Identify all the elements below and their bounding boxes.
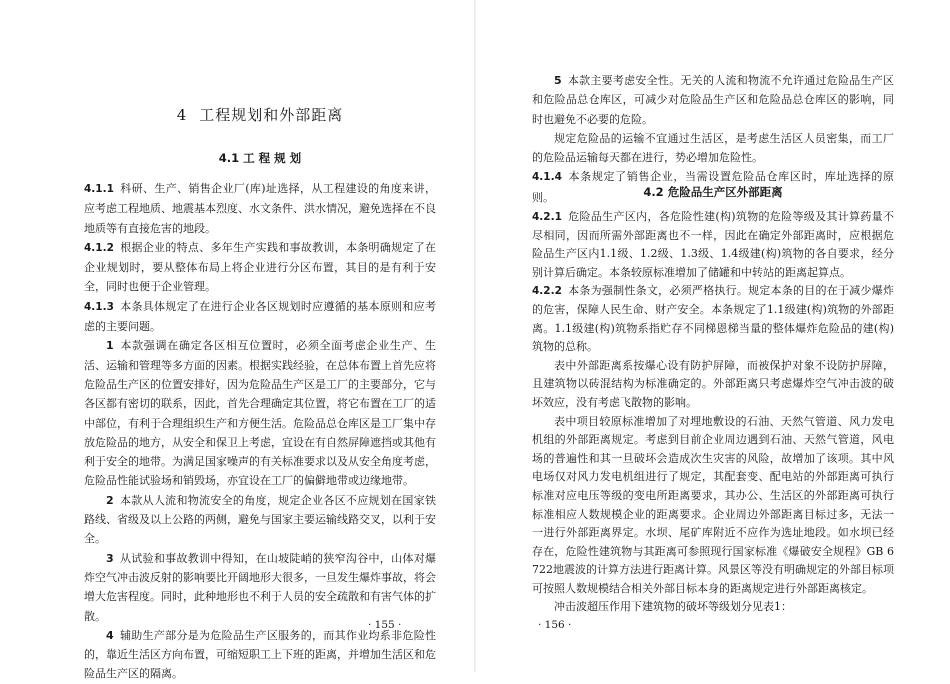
item-number: 4	[106, 628, 114, 642]
chapter-title	[84, 104, 436, 125]
paragraph-text: 表中项目较原标准增加了对埋地敷设的石油、天然气管道、风力发电机组的外部距离规定。考虑到目前企业周边遇到石油、天然气管道，风电场的普遍性和其一旦破坏会造成次生灾害的风险，故增加了该项。其中风电场仅对风力发电机组进行了规定，其配套变、配电站的外部距离可执行标准对应电压等级的变电所距离要求，其办公、生活区的外部距离可执行标准相应人数规模企业的距离要求。企业周边外部距离目标过多，无法一一进行外部距离界定。水坝、尾矿库附近不应作为选址地段。如水坝已经存在，危险性建筑物与其距离可参照现行国家标准《爆破安全规程》GB 6722地震波的计算方法进行距离计算。风景区等没有明确规定的外部目标项可按照人数规模结合相关外部目标本身的距离规定进行外部距离核定。	[532, 414, 894, 595]
clause-paragraph	[84, 179, 436, 238]
clause-number: 4.1.1	[84, 183, 114, 195]
right-page	[532, 0, 894, 672]
item-number: 3	[106, 551, 114, 565]
left-page	[84, 0, 436, 681]
paragraph-text: 表中外部距离系按爆心设有防护屏障，而被保护对象不设防护屏障，且建筑物以砖混结构为标准确定的。外部距离只考虑爆炸空气冲击波的破坏效应，没有考虑飞散物的影响。	[532, 358, 894, 409]
section-title-4-1: 4.1 工 程 规 划	[218, 151, 302, 165]
clause-number: 4.1.3	[84, 300, 114, 313]
body-paragraph	[532, 413, 894, 599]
paragraph-text: 本款强调在确定各区相互位置时，必须全面考虑企业生产、生活、运输和管理等多方面的因素。根据实践经验，在总体布置上首先应将危险品生产区的位置安排好，因为危险品生产区是工厂的主要部分，它与各区都有密切的联系，因此，首先合理确定其位置，将它布置在工厂的适中部位，有利于合理组织生产和方便生活。危险品总仓库区是工厂集中存放危险品的地方，从安全和保卫上考虑，宜设在有自然屏障遮挡或其他有利于安全的地带。为满足国家噪声的有关标准要求以及从安全角度考虑，危险品性能试验场和销毁场，亦宜设在工厂的偏僻地带或边缘地带。	[84, 339, 436, 488]
item-paragraph	[532, 71, 894, 129]
paragraph-text: 危险品生产区内，各危险性建(构)筑物的危险等级及其计算药量不尽相同，因而所需外部距离也不一样，因此在确定外部距离时，应根据危险品生产区内1.1级、1.2级、1.3级、1.4级建(构)筑物的各自要求，经分别计算后确定。本条较原标准增加了储罐和中转站的距离起算点。	[532, 210, 894, 279]
chapter-number: 4	[176, 106, 188, 124]
paragraph-text: 冲击波超压作用下建筑物的破坏等级划分见表1：	[554, 600, 792, 614]
right-body-bottom	[532, 208, 894, 617]
page-gutter	[474, 0, 476, 672]
paragraph-text: 本条为强制性条文，必须严格执行。规定本条的目的在于减少爆炸的危害，保障人民生命、财产安全。本条规定了1.1级建(构)筑物的外部距离。1.1级建(构)筑物系指贮存不同梯恩梯当量的整体爆炸危险品的建(构)筑物的总称。	[532, 284, 894, 354]
clause-number: 4.2.2	[532, 285, 562, 298]
clause-paragraph	[532, 208, 894, 282]
clause-number: 4.2.1	[532, 211, 562, 223]
body-paragraph	[532, 129, 894, 168]
paragraph-text: 从试验和事故教训中得知，在山坡陡峭的狭窄沟谷中，山体对爆炸空气冲击波反射的影响要比开阔地形大很多，一旦发生爆炸事故，将会增大危害程度。同时，此种地形也不利于人员的安全疏散和有害气体的扩散。	[84, 551, 436, 623]
paragraph-text: 辅助生产部分是为危险品生产区服务的，而其作业均系非危险性的，靠近生活区方向布置，可缩短职工上下班的距离，并增加生活区和危险品生产区的隔离。	[84, 628, 436, 681]
item-paragraph	[84, 549, 436, 626]
clause-paragraph	[84, 297, 436, 337]
item-paragraph	[84, 336, 436, 490]
clause-number: 4.1.2	[84, 241, 114, 254]
paragraph-text: 科研、生产、销售企业厂(库)址选择，从工程建设的角度来讲，应考虑工程地质、地震基本烈度、水文条件、洪水情况，避免选择在不良地质等有直接危害的地段。	[84, 182, 436, 235]
clause-paragraph	[532, 282, 894, 356]
clause-paragraph	[84, 238, 436, 297]
body-paragraph	[532, 357, 894, 413]
paragraph-text: 规定危险品的运输不宜通过生活区，是考虑生活区人员密集，而工厂的危险品运输每天都在进行，势必增加危险性。	[532, 131, 894, 165]
item-number: 2	[106, 493, 114, 507]
paragraph-text: 本款从人流和物流安全的角度，规定企业各区不应规划在国家铁路线、省级及以上公路的两侧，避免与国家主要运输线路交叉，以利于安全。	[84, 493, 436, 546]
chapter-title-text: 工程规划和外部距离	[199, 106, 344, 124]
page-number: · 155 ·	[368, 619, 402, 631]
item-paragraph	[84, 491, 436, 549]
item-number: 5	[554, 74, 562, 87]
item-paragraph	[84, 626, 436, 684]
paragraph-text: 本条规定了销售企业，当需设置危险品仓库区时，库址选择的原则。	[532, 170, 894, 204]
body-paragraph	[532, 598, 894, 617]
section-title-4-2: 4.2 危险品生产区外部距离	[643, 185, 783, 199]
page-number: · 156 ·	[538, 619, 572, 631]
clause-number: 4.1.4	[532, 171, 562, 184]
item-number: 1	[106, 339, 114, 353]
paragraph-text: 本条具体规定了在进行企业各区规划时应遵循的基本原则和应考虑的主要问题。	[84, 299, 436, 334]
paragraph-text: 本款主要考虑安全性。无关的人流和物流不允许通过危险品生产区和危险品总仓库区，可减少对危险品生产区和危险品总仓库区的影响，同时也避免不必要的危险。	[532, 74, 894, 126]
left-body	[84, 179, 436, 684]
paragraph-text: 根据企业的特点、多年生产实践和事故教训，本条明确规定了在企业规划时，要从整体布局上将企业进行分区布置，其目的是有利于安全，同时也便于企业管理。	[84, 240, 436, 294]
